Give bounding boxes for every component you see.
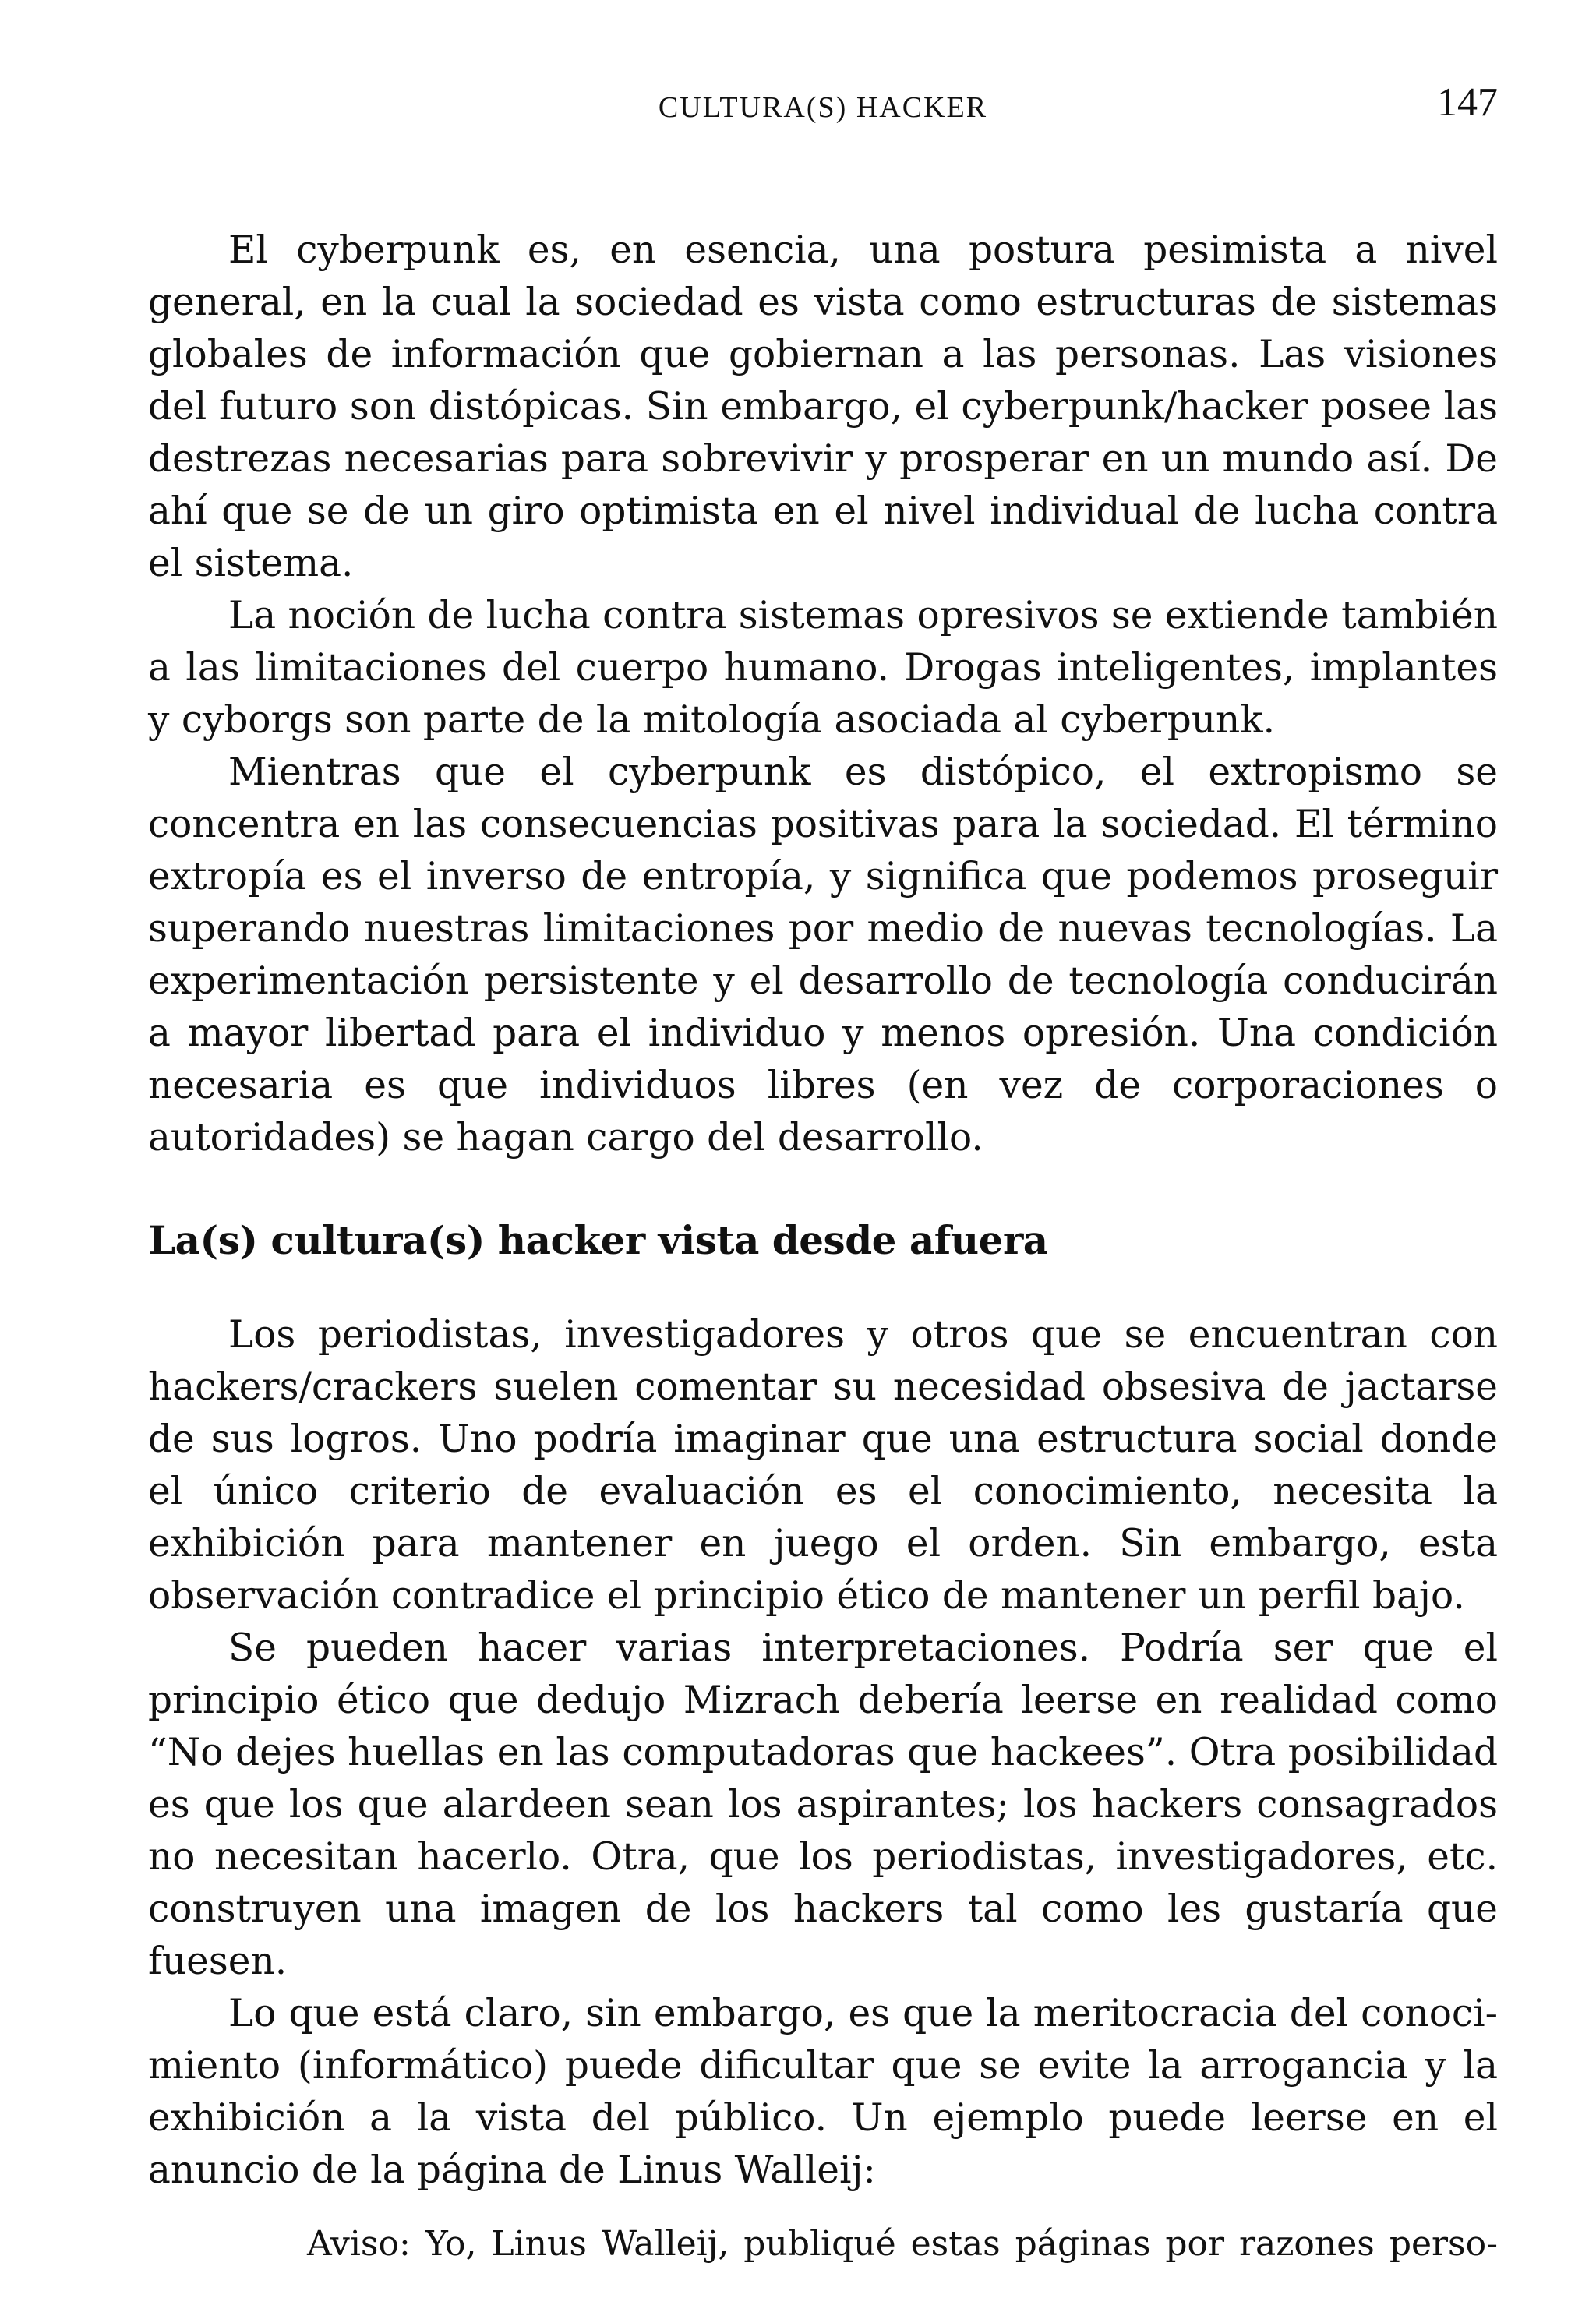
running-header (148, 79, 1498, 126)
block-quote: Aviso: Yo, Linus Walleij, publiqué estas páginas por razones perso- (307, 2224, 1498, 2264)
paragraph: Los periodistas, investigadores y otros que se encuentran con hackers/crackers suelen comentar su necesidad obsesiva de jactarse de sus logros. Uno podría imaginar que una estructura social donde el único criterio de evaluación es el conocimiento, necesita la exhibición para mantener en juego el orden. Sin embargo, esta observación contradice el principio ético de mantener un perfil bajo. (148, 1313, 1498, 1618)
paragraph: La noción de lucha contra sistemas opresivos se extiende también a las limitaciones del cuerpo humano. Drogas inteligentes, implantes y cyborgs son parte de la mitología asociada al cyberpunk. (148, 594, 1498, 742)
section-heading: La(s) cultura(s) hacker vista desde afuera (148, 1217, 1048, 1263)
body-text (148, 224, 1498, 2268)
paragraph: Lo que está claro, sin embargo, es que la meritocracia del conocimiento (informático) puede dificultar que se evite la arrogancia y la exhibición a la vista del público. Un ejemplo puede leerse en el anuncio de la página de Linus Walleij: (148, 1992, 1498, 2192)
paragraph: El cyberpunk es, en esencia, una postura pesimista a nivel general, en la cual la sociedad es vista como estructuras de sistemas globales de información que gobiernan a las personas. Las visiones del futuro son distópicas. Sin embargo, el cyberpunk/hacker posee las destrezas necesarias para sobrevivir y prosperar en un mundo así. De ahí que se de un giro optimista en el nivel individual de lucha contra el sistema. (148, 228, 1498, 585)
paragraph: Mientras que el cyberpunk es distópico, el extropismo se concentra en las consecuencias positivas para la sociedad. El término extropía es el inverso de entropía, y significa que podemos proseguir superando nuestras limitaciones por medio de nuevas tecnologías. La experimentación persistente y el desarrollo de tecnología conducirán a mayor libertad para el individuo y menos opresión. Una condición necesaria es que individuos libres (en vez de corporaciones o autoridades) se hagan cargo del desarrollo. (148, 750, 1498, 1160)
paragraph: Se pueden hacer varias interpretaciones. Podría ser que el principio ético que dedujo Mizrach debería leerse en realidad como “No dejes huellas en las computadoras que hackees”. Otra posibilidad es que los que alardeen sean los aspirantes; los hackers consagrados no necesitan hacerlo. Otra, que los periodistas, investigadores, etc. construyen una imagen de los hackers tal como les gustaría que fuesen. (148, 1626, 1498, 1983)
page-number: 147 (1437, 80, 1498, 125)
running-title: CULTURA(S) HACKER (658, 91, 988, 124)
